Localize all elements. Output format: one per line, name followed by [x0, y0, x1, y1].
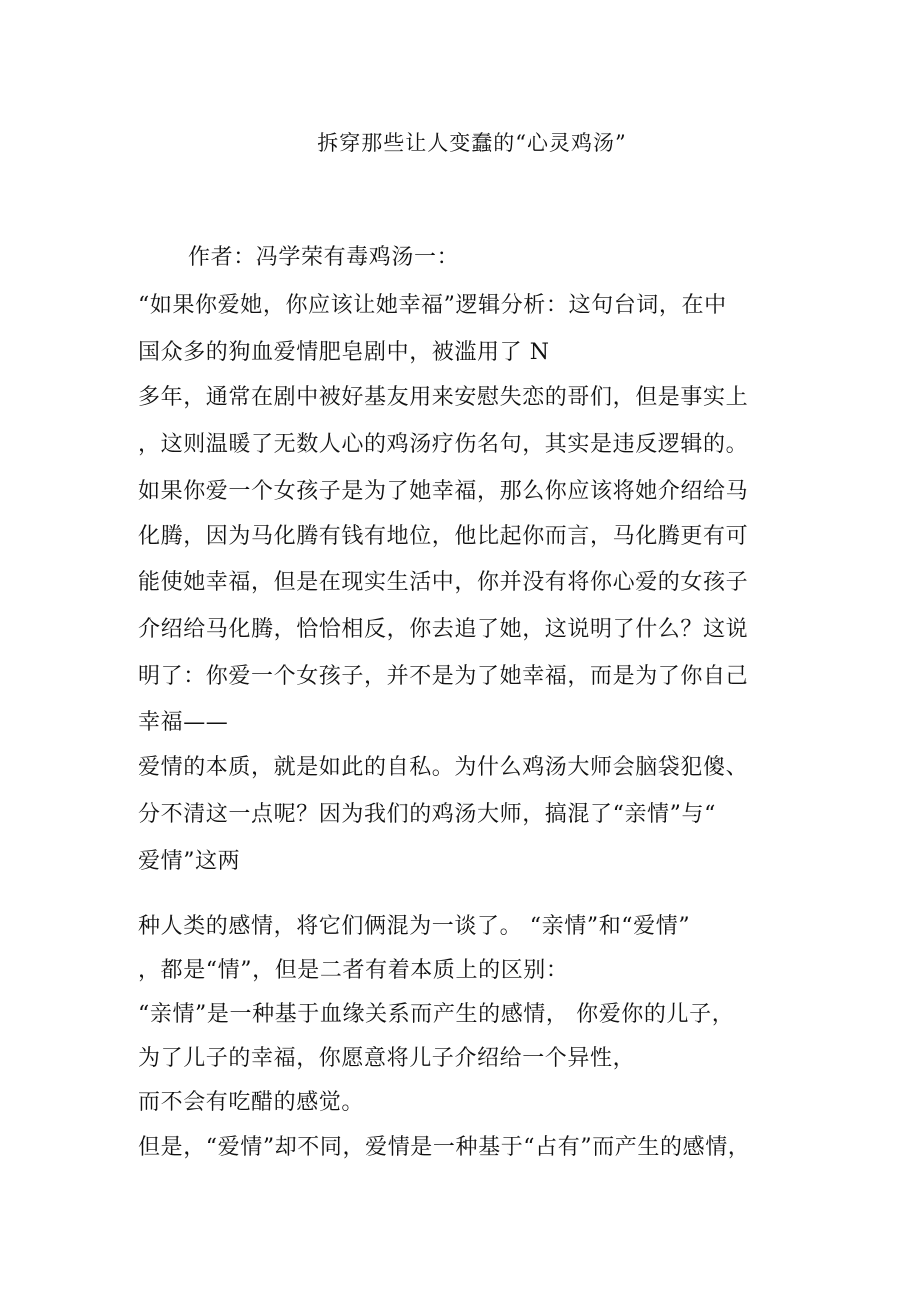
text-line: 为了儿子的幸福，你愿意将儿子介绍给一个异性，: [138, 1046, 636, 1071]
text-line: 分不清这一点呢？因为我们的鸡汤大师，搞混了“亲情”与“: [138, 802, 716, 827]
text-line: 多年，通常在剧中被好基友用来安慰失恋的哥们，但是事实上: [138, 385, 749, 410]
text-line: 明了：你爱一个女孩子，并不是为了她幸福，而是为了你自己: [138, 664, 749, 689]
text-line: “如果你爱她，你应该让她幸福”逻辑分析：这句台词，在中: [138, 293, 727, 318]
text-line: 种人类的感情，将它们俩混为一谈了。 “亲情”和“爱情”: [138, 914, 691, 939]
text-line: 作者：冯学荣有毒鸡汤一：: [188, 245, 460, 270]
text-line: 国众多的狗血爱情肥皂剧中，被滥用了 N: [138, 340, 550, 365]
text-line: 化腾，因为马化腾有钱有地位，他比起你而言，马化腾更有可: [138, 524, 749, 549]
text-line: 介绍给马化腾，恰恰相反，你去追了她，这说明了什么？这说: [138, 617, 749, 642]
text-line: 爱情的本质，就是如此的自私。为什么鸡汤大师会脑袋犯傻、: [138, 755, 749, 780]
text-line: “亲情”是一种基于血缘关系而产生的感情， 你爱你的儿子，: [138, 1002, 735, 1027]
text-line: 爱情”这两: [138, 849, 241, 874]
text-line: 幸福——: [138, 710, 229, 735]
text-line: 如果你爱一个女孩子是为了她幸福，那么你应该将她介绍给马: [138, 479, 749, 504]
text-line: 但是，“爱情”却不同，爱情是一种基于“占有”而产生的感情，: [138, 1135, 751, 1160]
text-line: 能使她幸福，但是在现实生活中，你并没有将你心爱的女孩子: [138, 570, 749, 595]
text-line: 而不会有吃醋的感觉。: [138, 1090, 365, 1115]
document-title: 拆穿那些让人变蠢的“心灵鸡汤”: [317, 131, 627, 155]
text-line: ，这则温暖了无数人心的鸡汤疗伤名句，其实是违反逻辑的。: [138, 432, 749, 457]
text-line: ，都是“情”，但是二者有着本质上的区别：: [138, 958, 569, 983]
